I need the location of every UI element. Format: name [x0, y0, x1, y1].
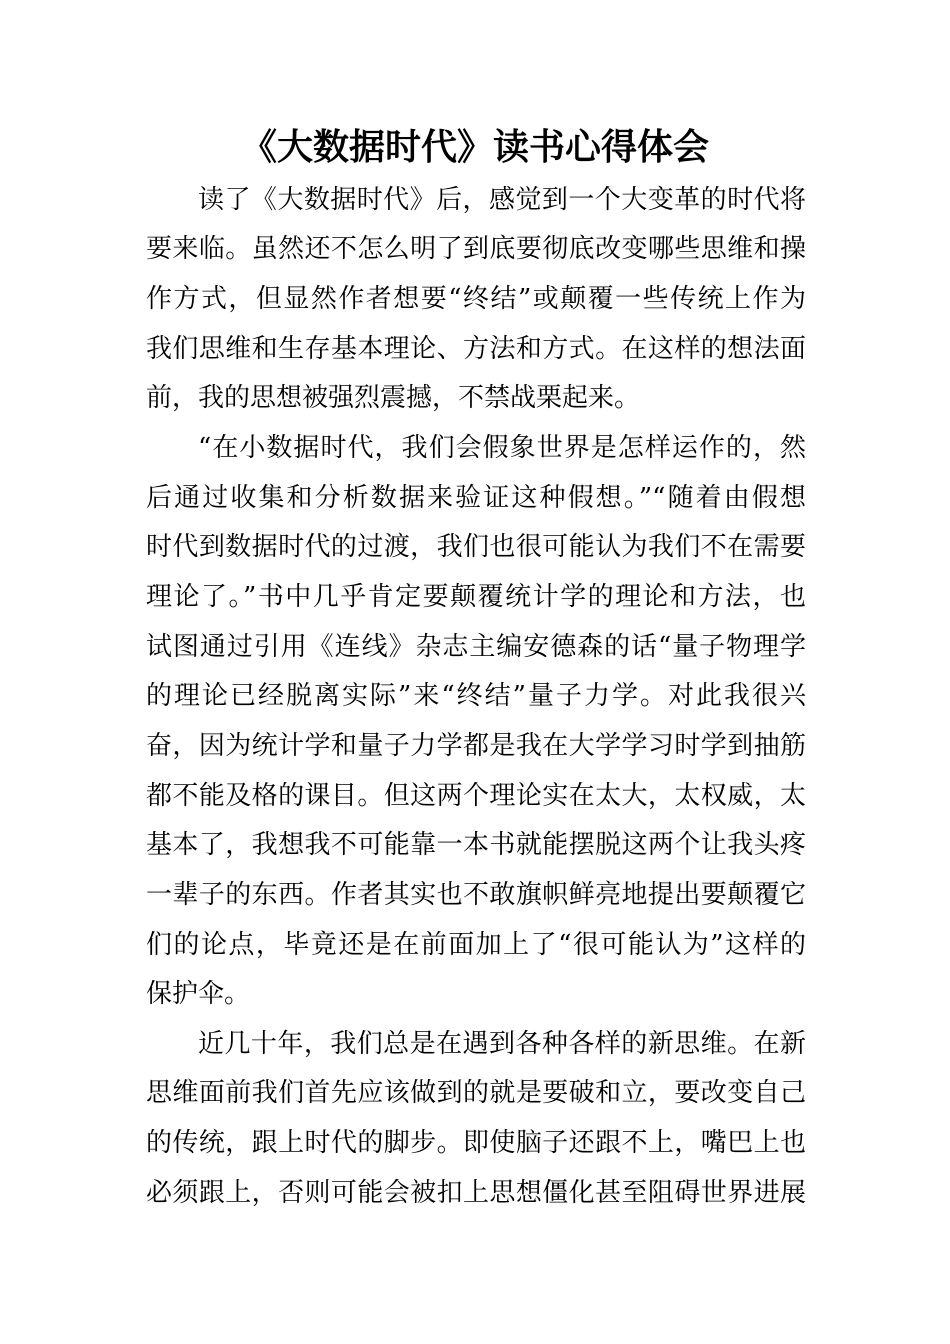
text-line: 作方式，但显然作者想要“终结”或颠覆一些传统上作为 [146, 284, 806, 314]
text-line: 的传统，跟上时代的脚步。即使脑子还跟不上，嘴巴上也 [146, 1128, 806, 1158]
text-line: 的理论已经脱离实际”来“终结”量子力学。对此我很兴 [146, 681, 806, 711]
text-line: 试图通过引用《连线》杂志主编安德森的话“量子物理学 [146, 632, 806, 662]
text-line: 基本了，我想我不可能靠一本书就能摆脱这两个让我头疼 [146, 830, 806, 860]
text-line: 一辈子的东西。作者其实也不敢旗帜鲜亮地提出要颠覆它 [146, 880, 806, 910]
document-title: 《大数据时代》读书心得体会 [240, 127, 709, 168]
text-line: 读了《大数据时代》后，感觉到一个大变革的时代将 [198, 185, 806, 215]
text-line: 我们思维和生存基本理论、方法和方式。在这样的想法面 [146, 334, 806, 364]
text-line: 时代到数据时代的过渡，我们也很可能认为我们不在需要 [146, 532, 806, 562]
text-line: 们的论点，毕竟还是在前面加上了“很可能认为”这样的 [146, 930, 806, 960]
text-line: 理论了。”书中几乎肯定要颠覆统计学的理论和方法，也 [146, 582, 806, 612]
text-line: 近几十年，我们总是在遇到各种各样的新思维。在新 [198, 1029, 806, 1059]
text-line: 奋，因为统计学和量子力学都是我在大学学习时学到抽筋 [146, 731, 806, 761]
text-line: 必须跟上，否则可能会被扣上思想僵化甚至阻碍世界进展 [146, 1178, 806, 1208]
text-line: 前，我的思想被强烈震撼，不禁战栗起来。 [146, 383, 641, 413]
text-line: 要来临。虽然还不怎么明了到底要彻底改变哪些思维和操 [146, 234, 806, 264]
text-line: 后通过收集和分析数据来验证这种假想。”“随着由假想 [146, 483, 806, 513]
text-line: 思维面前我们首先应该做到的就是要破和立，要改变自己 [146, 1078, 806, 1108]
text-line: 保护伞。 [146, 979, 251, 1009]
text-line: “在小数据时代，我们会假象世界是怎样运作的，然 [198, 433, 806, 463]
text-line: 都不能及格的课目。但这两个理论实在太大，太权威，太 [146, 781, 806, 811]
